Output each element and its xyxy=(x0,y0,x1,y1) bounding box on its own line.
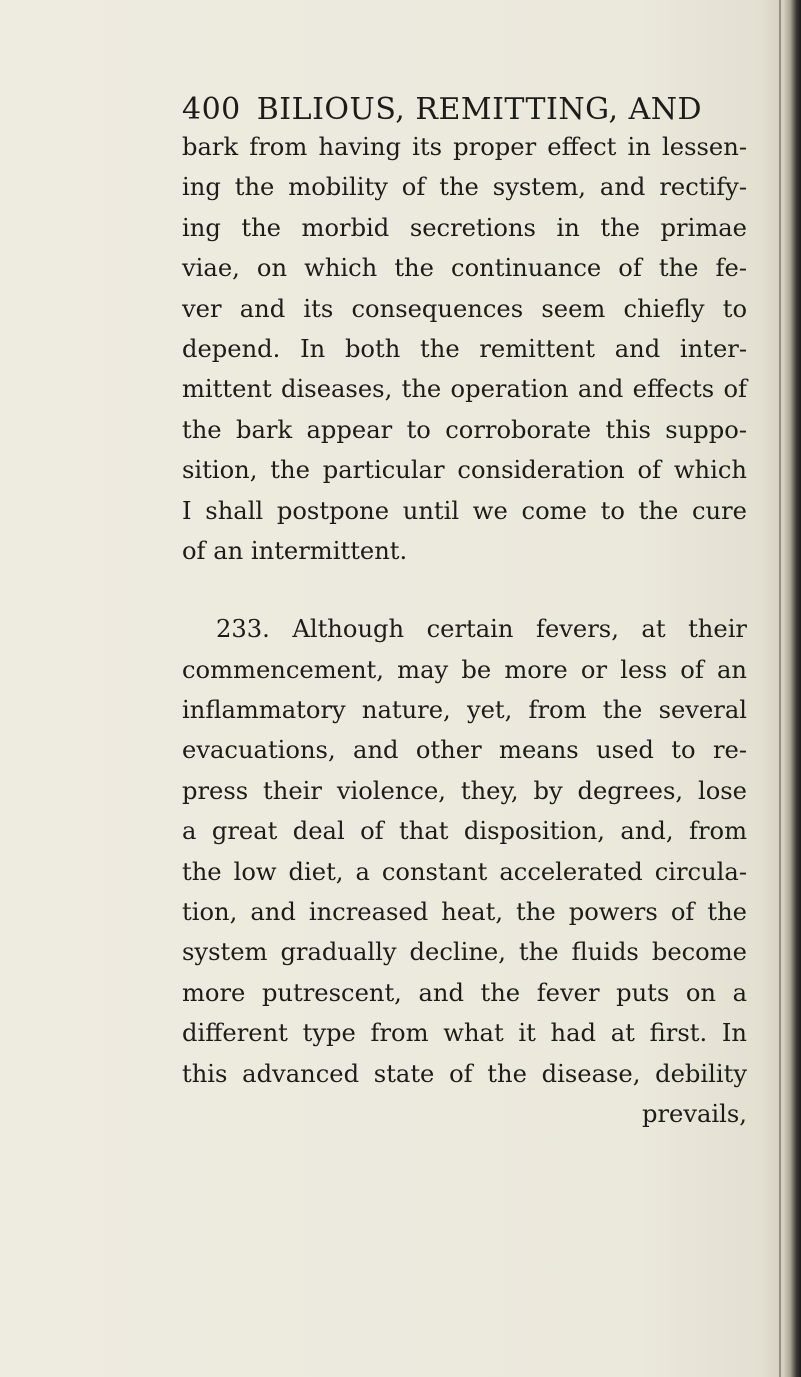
text-line: system gradually decline, the fluids become xyxy=(182,938,747,967)
text-line: 233. Although certain fevers, at their xyxy=(216,615,747,644)
body-text xyxy=(182,127,747,1134)
text-line: tion, and increased heat, the powers of the xyxy=(182,898,747,927)
text-line: commencement, may be more or less of an xyxy=(182,655,747,684)
text-line: press their violence, they, by degrees, lose xyxy=(182,776,747,805)
text-line: the bark appear to corroborate this suppo- xyxy=(182,415,747,444)
text-line: I shall postpone until we come to the cure xyxy=(182,496,747,525)
text-line: viae, on which the continuance of the fe- xyxy=(182,254,747,283)
text-line: sition, the particular consideration of which xyxy=(182,456,747,485)
text-line: depend. In both the remittent and inter- xyxy=(182,334,747,363)
text-line: mittent diseases, the operation and effects of xyxy=(182,375,747,404)
text-line: ver and its consequences seem chiefly to xyxy=(182,294,747,323)
text-line: inflammatory nature, yet, from the several xyxy=(182,696,747,725)
text-line: different type from what it had at first. In xyxy=(182,1019,747,1048)
running-title: BILIOUS, REMITTING, AND xyxy=(256,92,703,127)
catchword: prevails, xyxy=(641,1099,747,1128)
binding-shadow xyxy=(783,0,801,1377)
paragraph-1 xyxy=(182,127,747,571)
text-line: this advanced state of the disease, debility xyxy=(182,1059,747,1088)
text-line: ing the mobility of the system, and rectify- xyxy=(182,173,747,202)
text-line: more putrescent, and the fever puts on a xyxy=(182,978,747,1007)
paragraph-gap xyxy=(182,571,747,609)
binding-edge-line xyxy=(779,0,781,1377)
text-line: bark from having its proper effect in lessen- xyxy=(182,133,747,161)
text-line: of an intermittent. xyxy=(182,536,408,565)
paragraph-2 xyxy=(182,609,747,1094)
text-line: ing the morbid secretions in the primae xyxy=(182,213,747,242)
text-line: a great deal of that disposition, and, from xyxy=(182,817,747,846)
page-number: 400 xyxy=(182,92,241,127)
running-header xyxy=(182,92,702,127)
text-line: the low diet, a constant accelerated circula- xyxy=(182,857,747,886)
text-line: evacuations, and other means used to re- xyxy=(182,736,747,765)
